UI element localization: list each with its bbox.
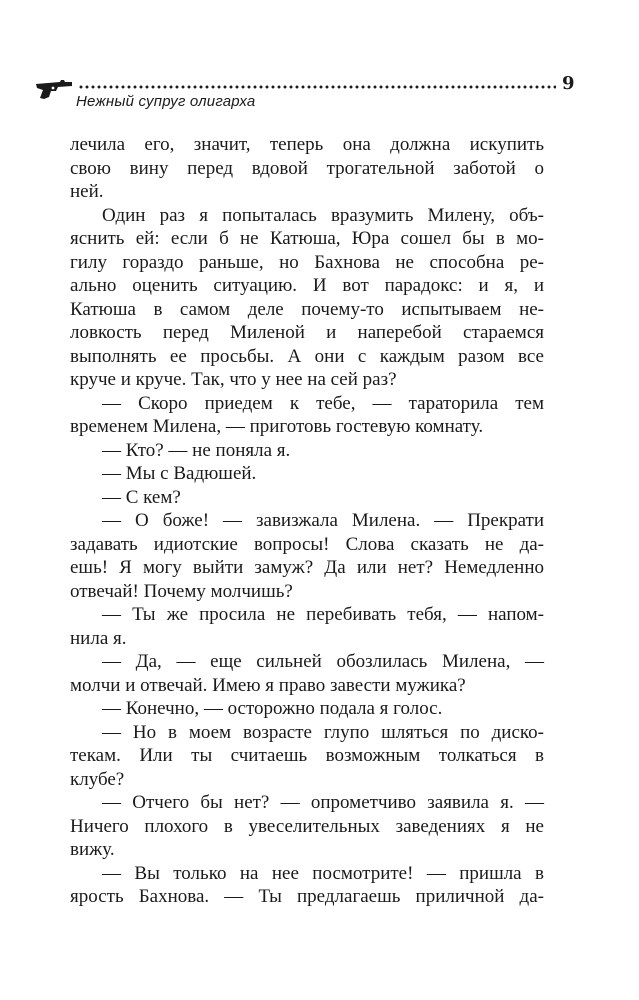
text-line: свою вину перед вдовой трогательной заботой о <box>70 157 544 179</box>
text-line: круче и круче. Так, что у нее на сей раз? <box>70 369 397 390</box>
text-line: текам. Или ты считаешь возможным толкаться в <box>70 745 544 766</box>
text-line: — Скоро приедем к тебе, — тараторила тем <box>102 392 544 414</box>
text-line: временем Милена, — приготовь гостевую комнату. <box>70 416 484 437</box>
text-line: — О боже! — завизжала Милена. — Прекрати <box>102 510 544 531</box>
text-line: — Ты же просила не перебивать тебя, — напом- <box>102 604 544 625</box>
text-line: выполнять ее просьбы. А они с каждым разом все <box>70 345 544 367</box>
text-line: — Да, — еще сильней обозлилась Милена, — <box>102 651 544 672</box>
page-number: 9 <box>562 73 575 94</box>
text-line: — Кто? — не поняла я. <box>102 439 291 461</box>
text-line: ней. <box>70 181 104 202</box>
running-title: Нежный супруг олигарха <box>76 93 256 110</box>
dotted-rule <box>78 84 556 90</box>
text-line: ешь! Я могу выйти замуж? Да или нет? Немедленно <box>70 557 544 578</box>
text-line: Ничего плохого в увеселительных заведениях я не <box>70 815 544 837</box>
text-line: лечила его, значит, теперь она должна искупить <box>70 134 544 155</box>
text-line: Один раз я попыталась вразумить Милену, объ- <box>102 204 544 226</box>
text-line: — Вы только на нее посмотрите! — пришла в <box>102 862 544 884</box>
revolver-icon <box>34 78 74 100</box>
text-line: — Отчего бы нет? — опрометчиво заявила я. — <box>102 792 544 813</box>
page-header <box>34 73 594 120</box>
text-line: клубе? <box>70 768 125 790</box>
text-line: вижу. <box>70 839 115 860</box>
body-text <box>70 133 544 909</box>
text-line: задавать идиотские вопросы! Слова сказать не да- <box>70 533 544 555</box>
text-line: отвечай! Почему молчишь? <box>70 580 293 602</box>
text-line: гилу гораздо раньше, но Бахнова не способна ре- <box>70 251 544 273</box>
text-line: ловкость перед Миленой и наперебой стараемся <box>70 322 544 343</box>
text-line: ально оценить ситуацию. И вот парадокс: и я, и <box>70 275 544 296</box>
text-line: — Конечно, — осторожно подала я голос. <box>102 698 443 719</box>
text-line: ярость Бахнова. — Ты предлагаешь приличной да- <box>70 886 544 907</box>
text-line: Катюша в самом деле почему-то испытываем не- <box>70 298 544 320</box>
text-line: нила я. <box>70 627 127 649</box>
text-line: — С кем? <box>102 486 181 508</box>
text-line: яснить ей: если б не Катюша, Юра сошел бы в мо- <box>70 228 544 249</box>
text-line: молчи и отвечай. Имею я право завести мужика? <box>70 674 466 696</box>
text-line: — Но в моем возрасте глупо шляться по диско- <box>102 721 544 743</box>
text-line: — Мы с Вадюшей. <box>102 463 257 484</box>
